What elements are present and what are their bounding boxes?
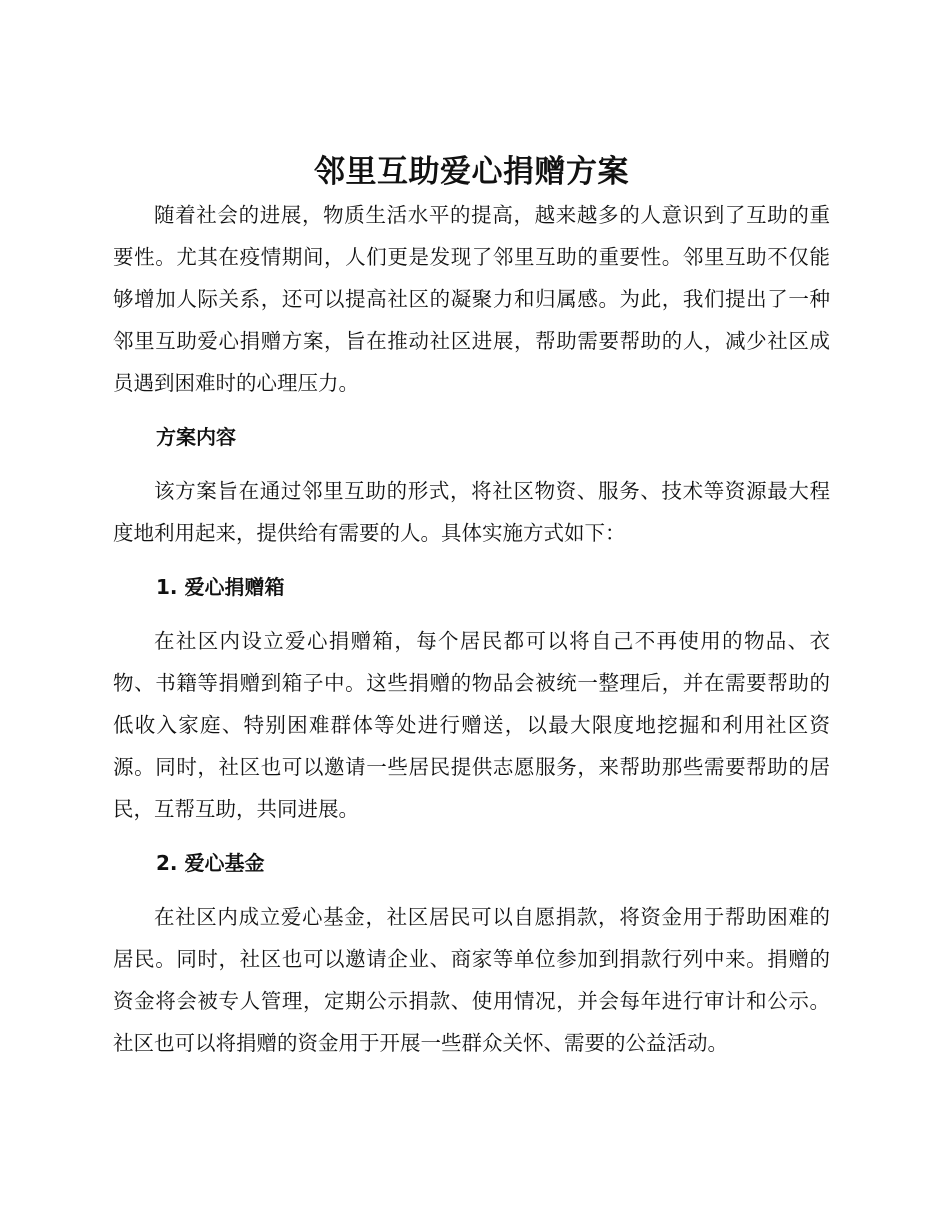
item-heading-charity-fund: 2. 爱心基金 xyxy=(156,851,265,875)
spacer xyxy=(113,458,830,470)
item-heading-donation-box: 1. 爱心捐赠箱 xyxy=(156,575,285,599)
intro-paragraph: 随着社会的进展，物质生活水平的提高，越来越多的人意识到了互助的重要性。尤其在疫情期间，人们更是发现了邻里互助的重要性。邻里互助不仅能够增加人际关系，还可以提高社区的凝聚力和归属感。为此，我们提出了一种邻里互助爱心捐赠方案，旨在推动社区进展，帮助需要帮助的人，减少社区成员遇到困难时的心理压力。 xyxy=(113,203,830,395)
spacer xyxy=(113,830,830,842)
document-title: 邻里互助爱心捐赠方案 xyxy=(314,154,629,190)
item-body-charity-fund: 在社区内成立爱心基金，社区居民可以自愿捐款，将资金用于帮助困难的居民。同时，社区也可以邀请企业、商家等单位参加到捐款行列中来。捐赠的资金将会被专人管理，定期公示捐款、使用情况，并会每年进行审计和公示。社区也可以将捐赠的资金用于开展一些群众关怀、需要的公益活动。 xyxy=(113,905,830,1055)
spacer xyxy=(113,884,830,896)
spacer xyxy=(113,404,830,416)
section-intro-paragraph: 该方案旨在通过邻里互助的形式，将社区物资、服务、技术等资源最大程度地利用起来，提供给有需要的人。具体实施方式如下： xyxy=(113,479,830,545)
spacer xyxy=(113,554,830,566)
document-page xyxy=(113,150,830,1064)
spacer xyxy=(113,608,830,620)
item-body-donation-box: 在社区内设立爱心捐赠箱，每个居民都可以将自己不再使用的物品、衣物、书籍等捐赠到箱子中。这些捐赠的物品会被统一整理后，并在需要帮助的低收入家庭、特别困难群体等处进行赠送，以最大限度地挖掘和利用社区资源。同时，社区也可以邀请一些居民提供志愿服务，来帮助那些需要帮助的居民，互帮互助，共同进展。 xyxy=(113,629,830,821)
section-heading: 方案内容 xyxy=(156,425,236,449)
